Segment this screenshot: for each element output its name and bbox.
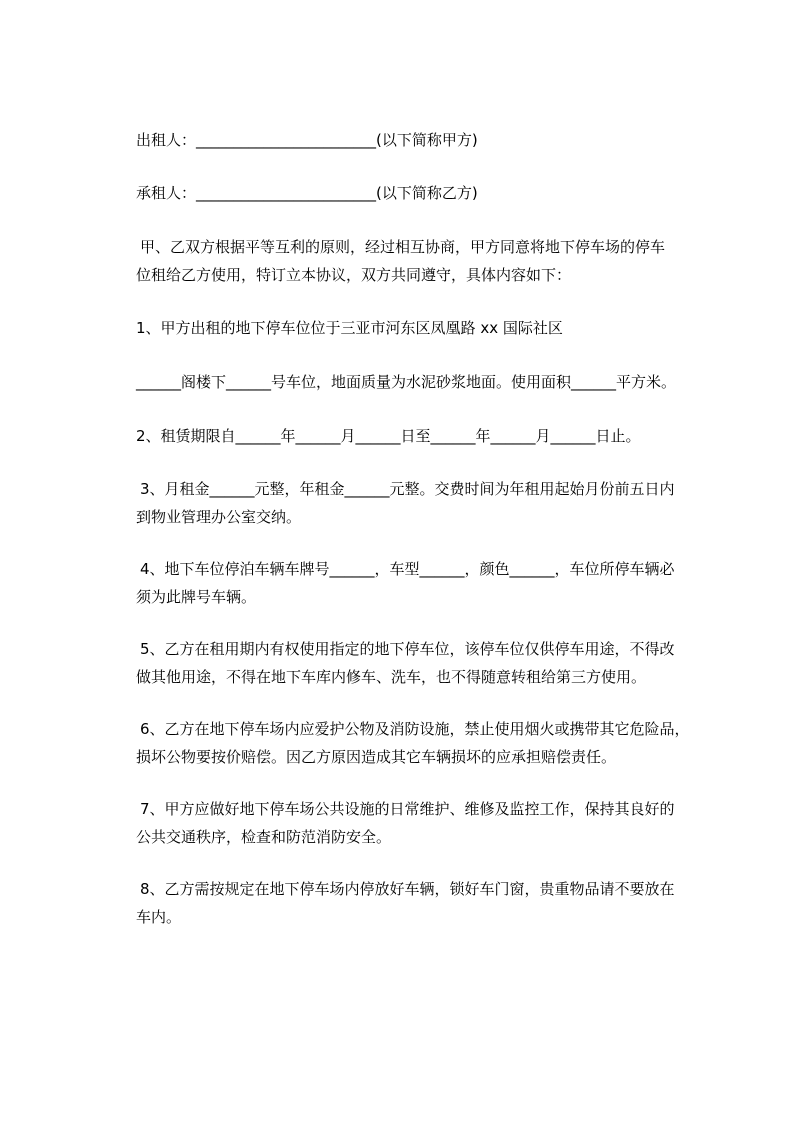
preamble-line-1: 甲、乙双方根据平等互利的原则，经过相互协商，甲方同意将地下停车场的停车 bbox=[140, 238, 666, 256]
clause-6-line-1: 6、乙方在地下停车场内应爱护公物及消防设施，禁止使用烟火或携带其它危险品， bbox=[140, 720, 690, 738]
clause-5-line-2: 做其他用途，不得在地下车库内修车、洗车，也不得随意转租给第三方使用。 bbox=[136, 668, 647, 686]
clause-1-line-2: ______阁楼下______号车位，地面质量为水泥砂浆地面。使用面积______平方米。 bbox=[136, 373, 677, 391]
clause-7-line-2: 公共交通秩序，检查和防范消防安全。 bbox=[136, 828, 392, 846]
lessor-line: 出租人：________________________(以下简称甲方) bbox=[136, 131, 478, 149]
clause-1-line-1: 1、甲方出租的地下停车位位于三亚市河东区凤凰路 xx 国际社区 bbox=[136, 319, 563, 337]
clause-3-line-1: 3、月租金______元整，年租金______元整。交费时间为年租用起始月份前五日内 bbox=[140, 480, 675, 498]
clause-3-line-2: 到物业管理办公室交纳。 bbox=[136, 508, 302, 526]
clause-2-line-1: 2、租赁期限自______年______月______日至______年______月______日止。 bbox=[136, 427, 641, 445]
clause-6-line-2: 损坏公物要按价赔偿。因乙方原因造成其它车辆损坏的应承担赔偿责任。 bbox=[136, 748, 617, 766]
clause-4-line-2: 须为此牌号车辆。 bbox=[136, 588, 257, 606]
lessee-line: 承租人：________________________(以下简称乙方) bbox=[136, 184, 478, 202]
clause-8-line-2: 车内。 bbox=[136, 908, 182, 926]
preamble-line-2: 位租给乙方使用，特订立本协议，双方共同遵守，具体内容如下： bbox=[136, 266, 572, 284]
clause-7-line-1: 7、甲方应做好地下停车场公共设施的日常维护、维修及监控工作，保持其良好的 bbox=[140, 800, 675, 818]
clause-5-line-1: 5、乙方在租用期内有权使用指定的地下停车位，该停车位仅供停车用途，不得改 bbox=[140, 640, 675, 658]
clause-4-line-1: 4、地下车位停泊车辆车牌号______，车型______，颜色______，车位所停车辆必 bbox=[140, 560, 675, 578]
clause-8-line-1: 8、乙方需按规定在地下停车场内停放好车辆，锁好车门窗，贵重物品请不要放在 bbox=[140, 880, 675, 898]
